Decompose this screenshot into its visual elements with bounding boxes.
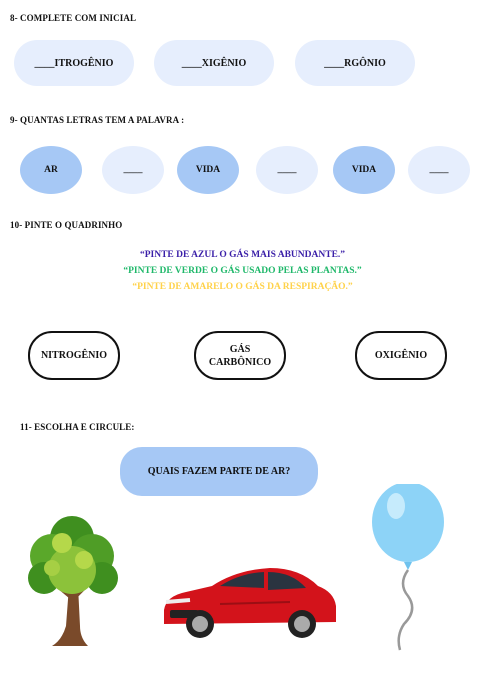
box-gas-carbonico-line1: GÁS <box>229 343 251 355</box>
car-icon[interactable] <box>160 560 340 642</box>
box-gas-carbonico[interactable] <box>194 331 286 380</box>
q9-answer-blank-1[interactable]: ____ <box>102 146 164 194</box>
q9-answer-blank-3[interactable]: ____ <box>408 146 470 194</box>
q9-word-ar: AR <box>20 146 82 194</box>
q9-word-vida-1: VIDA <box>177 146 239 194</box>
q11-question: QUAIS FAZEM PARTE DE AR? <box>120 447 318 496</box>
instruction-blue: “PINTE DE AZUL O GÁS MAIS ABUNDANTE.” <box>139 250 346 260</box>
instruction-yellow: “PINTE DE AMARELO O GÁS DA RESPIRAÇÃO.” <box>132 282 353 292</box>
q11-heading: 11- ESCOLHA E CIRCULE: <box>20 422 135 432</box>
instruction-green: “PINTE DE VERDE O GÁS USADO PELAS PLANTAS.” <box>123 266 362 276</box>
q9-answer-blank-2[interactable]: ____ <box>256 146 318 194</box>
box-nitrogenio[interactable]: NITROGÊNIO <box>28 331 120 380</box>
tree-icon[interactable] <box>22 508 124 650</box>
box-gas-carbonico-line2: CARBÔNICO <box>208 356 272 368</box>
q8-heading: 8- COMPLETE COM INICIAL <box>10 13 137 23</box>
box-oxigenio[interactable]: OXIGÊNIO <box>355 331 447 380</box>
q8-answer-argonio[interactable]: ____RGÔNIO <box>295 40 415 86</box>
q10-heading: 10- PINTE O QUADRINHO <box>10 220 123 230</box>
balloon-icon[interactable] <box>368 484 448 652</box>
q9-heading: 9- QUANTAS LETRAS TEM A PALAVRA : <box>10 115 185 125</box>
q9-word-vida-2: VIDA <box>333 146 395 194</box>
q8-answer-nitrogenio[interactable]: ____ITROGÊNIO <box>14 40 134 86</box>
q8-answer-oxigenio[interactable]: ____XIGÊNIO <box>154 40 274 86</box>
